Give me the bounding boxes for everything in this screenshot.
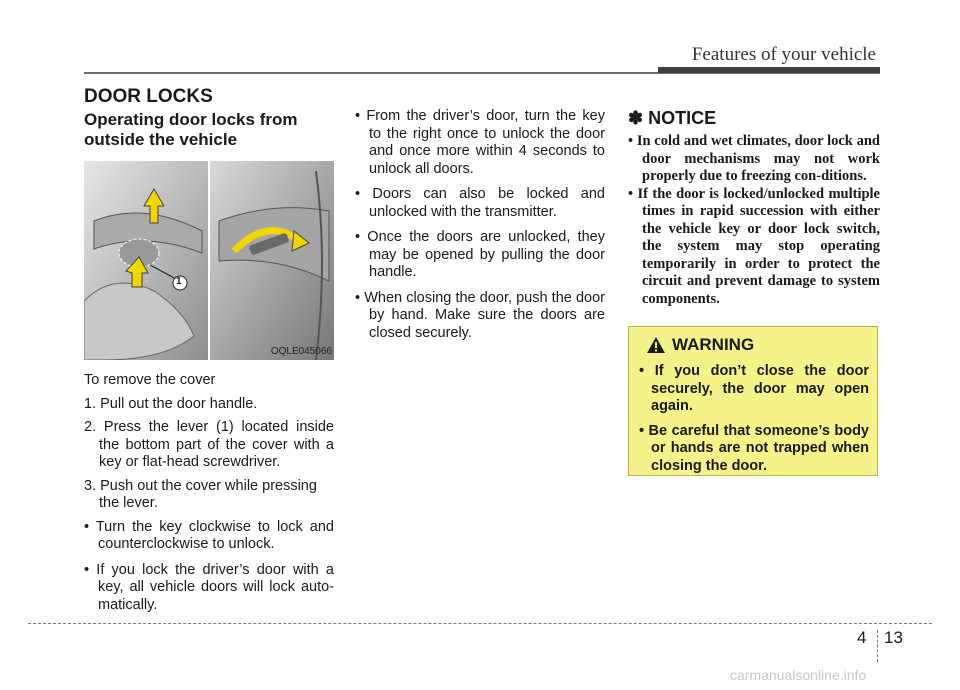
notice-title: ✽ NOTICE bbox=[628, 108, 717, 128]
section-title: DOOR LOCKS bbox=[84, 86, 213, 107]
step-3: 3. Push out the cover while pressing the lever. bbox=[84, 477, 317, 511]
figure-code: OQLE045066 bbox=[270, 346, 332, 357]
column-middle bbox=[355, 108, 605, 350]
page-number-separator bbox=[877, 630, 878, 662]
door-handle-illustration bbox=[84, 161, 334, 360]
figure-callout-number: 1 bbox=[176, 276, 182, 287]
list-item: • Doors can also be locked and unlocked with the transmitter. bbox=[355, 186, 605, 220]
header-rule-accent bbox=[658, 67, 880, 73]
watermark: carmanualsonline.info bbox=[730, 667, 867, 683]
subsection-heading: Operating door locks from outside the vehicle bbox=[84, 110, 298, 149]
warning-title: WARNING bbox=[672, 335, 755, 354]
warning-item: • If you don’t close the door securely, the door may open again. bbox=[639, 363, 869, 414]
list-item: • If you lock the driver’s door with a key, all vehicle doors will lock auto-matically. bbox=[84, 561, 334, 613]
running-header: Features of your vehicle bbox=[691, 44, 876, 65]
notice-item: • In cold and wet climates, door lock and door mechanisms may not work properly due to freezing con-ditions. bbox=[628, 133, 880, 184]
list-item: • Once the doors are unlocked, they may be opened by pulling the door handle. bbox=[355, 229, 605, 280]
list-item: • From the driver’s door, turn the key to the right once to unlock the door and once more within 4 seconds to unlock all doors. bbox=[355, 108, 605, 177]
column-left bbox=[84, 110, 334, 622]
page-number: 13 bbox=[884, 628, 903, 647]
warning-item: • Be careful that someone’s body or hands are not trapped when closing the door. bbox=[639, 422, 869, 474]
warning-list bbox=[639, 363, 869, 482]
cover-removal-text bbox=[84, 372, 334, 614]
chapter-number: 4 bbox=[857, 628, 867, 647]
instruction-intro: To remove the cover bbox=[84, 372, 216, 388]
warning-box bbox=[628, 326, 878, 476]
footer-rule bbox=[28, 623, 932, 624]
notice-item: • If the door is locked/unlocked multiple times in rapid succession with either the vehicle key or door lock switch, the system may stop operating temporarily in order to protect the circuit and prevent damage to system components. bbox=[628, 185, 880, 307]
list-item: • Turn the key clockwise to lock and counterclockwise to unlock. bbox=[84, 518, 334, 552]
list-item: • When closing the door, push the door by hand. Make sure the doors are closed securely. bbox=[355, 289, 605, 341]
step-1: 1. Pull out the door handle. bbox=[84, 395, 258, 412]
warning-triangle-icon bbox=[646, 336, 666, 354]
door-handle-figure bbox=[84, 161, 334, 360]
notice-block bbox=[628, 108, 880, 308]
step-2: 2. Press the lever (1) located inside the bottom part of the cover with a key or flat-head screwdriver. bbox=[84, 419, 334, 470]
warning-header bbox=[646, 335, 754, 355]
